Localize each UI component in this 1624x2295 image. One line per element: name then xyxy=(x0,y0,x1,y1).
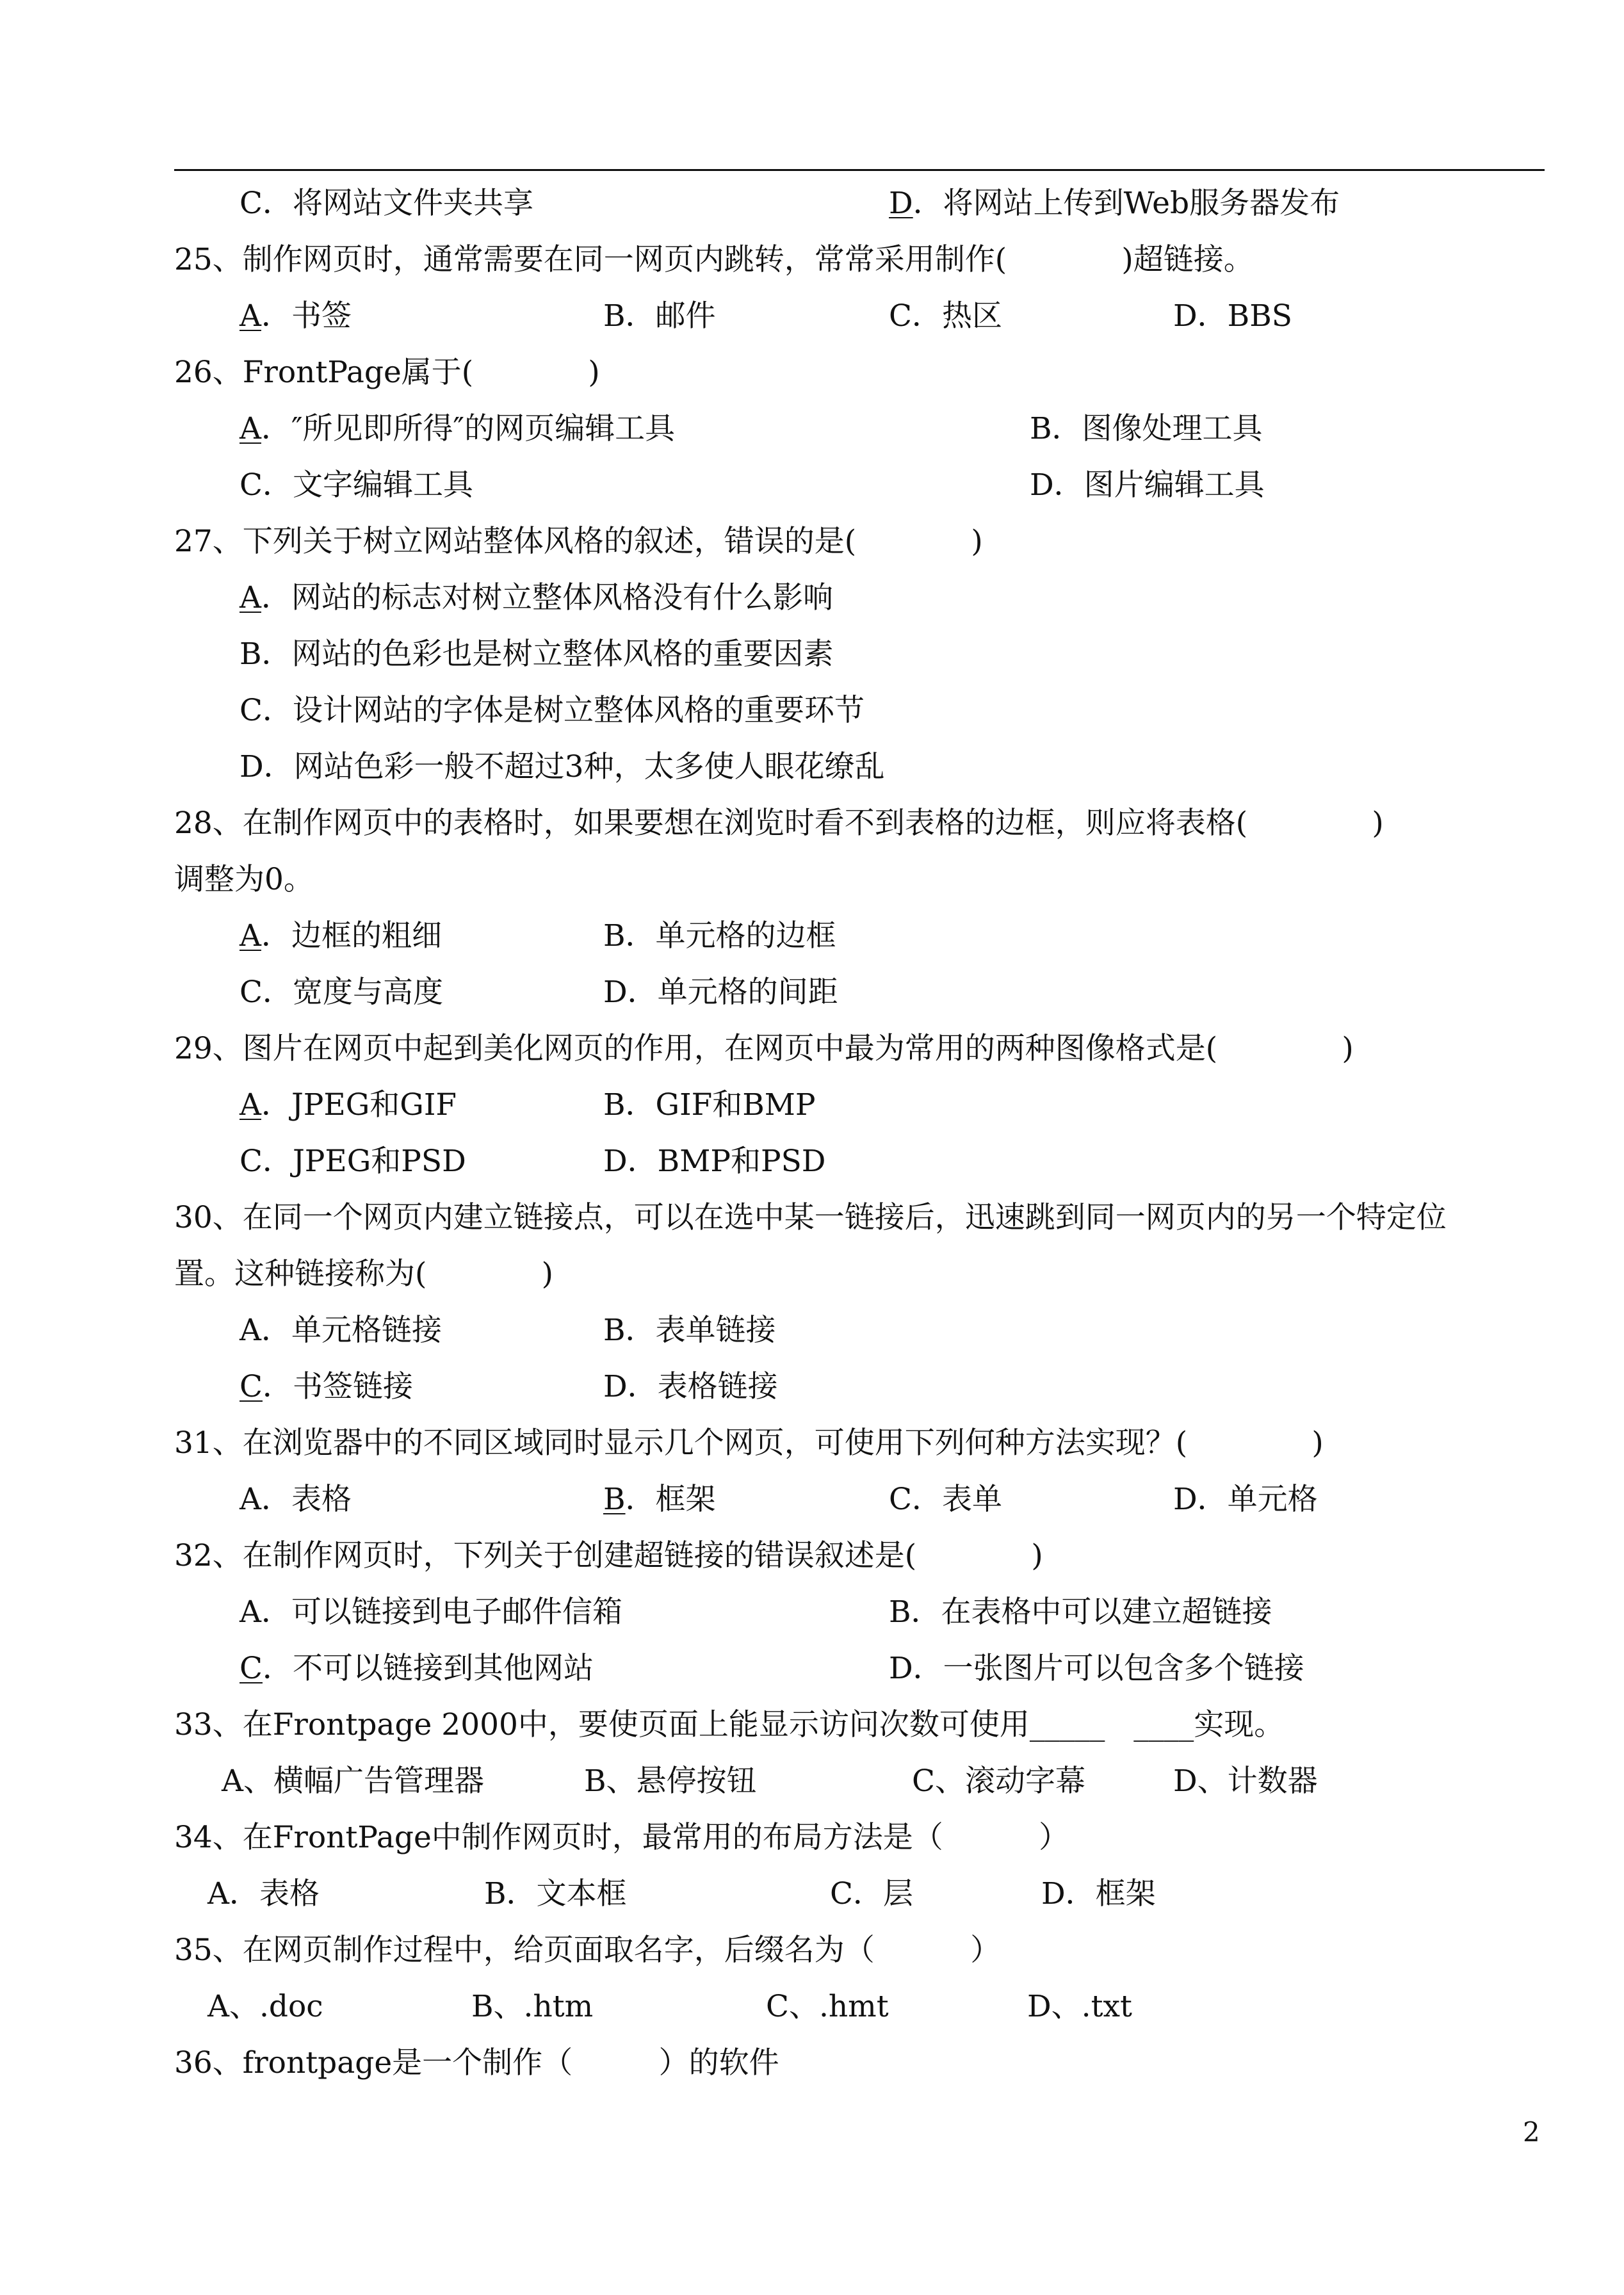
q35-option-b: B、.htm xyxy=(471,1989,594,2024)
q29-option-b: B．GIF和BMP xyxy=(603,1087,816,1123)
page-number: 2 xyxy=(1523,2116,1540,2148)
q30-option-b: B．表单链接 xyxy=(603,1313,776,1348)
q28-stem-continued: 调整为0。 xyxy=(174,862,314,897)
q31-option-d: D．单元格 xyxy=(1173,1482,1318,1517)
q30-option-c: C．书签链接 xyxy=(240,1369,413,1404)
q27-option-b: B．网站的色彩也是树立整体风格的重要因素 xyxy=(240,637,834,672)
q28-option-a: A．边框的粗细 xyxy=(240,918,442,953)
q25-stem: 25、制作网页时，通常需要在同一网页内跳转，常常采用制作( )超链接。 xyxy=(174,242,1254,277)
q33-option-b: B、悬停按钮 xyxy=(584,1764,757,1799)
q28-stem: 28、在制作网页中的表格时，如果要想在浏览时看不到表格的边框，则应将表格( ) xyxy=(174,806,1384,841)
q34-option-a: A．表格 xyxy=(207,1876,320,1911)
q29-option-d: D．BMP和PSD xyxy=(603,1144,826,1179)
q27-option-a: A．网站的标志对树立整体风格没有什么影响 xyxy=(240,580,833,615)
q26-option-d: D．图片编辑工具 xyxy=(1030,467,1265,503)
q35-stem: 35、在网页制作过程中，给页面取名字，后缀名为（ ） xyxy=(174,1933,1001,1968)
q32-option-d: D．一张图片可以包含多个链接 xyxy=(889,1651,1304,1686)
q35-option-d: D、.txt xyxy=(1027,1989,1132,2024)
q30-option-a: A．单元格链接 xyxy=(240,1313,442,1348)
q30-stem-continued: 置。这种链接称为( ) xyxy=(174,1256,553,1292)
q34-option-c: C．层 xyxy=(830,1876,913,1911)
q27-stem: 27、下列关于树立网站整体风格的叙述，错误的是( ) xyxy=(174,524,983,559)
q32-option-a: A．可以链接到电子邮件信箱 xyxy=(240,1594,622,1630)
q33-option-a: A、横幅广告管理器 xyxy=(222,1764,484,1799)
q29-stem: 29、图片在网页中起到美化网页的作用，在网页中最为常用的两种图像格式是( ) xyxy=(174,1031,1354,1066)
q27-option-d: D．网站色彩一般不超过3种，太多使人眼花缭乱 xyxy=(240,749,885,784)
q27-option-c: C．设计网站的字体是树立整体风格的重要环节 xyxy=(240,693,865,728)
q30-option-d: D．表格链接 xyxy=(603,1369,778,1404)
q26-stem: 26、FrontPage属于( ) xyxy=(174,355,600,390)
q33-option-d: D、计数器 xyxy=(1173,1764,1318,1799)
q28-option-b: B．单元格的边框 xyxy=(603,918,836,953)
q32-option-c: C．不可以链接到其他网站 xyxy=(240,1651,594,1686)
q35-option-c: C、.hmt xyxy=(766,1989,889,2024)
q34-option-d: D．框架 xyxy=(1041,1876,1156,1911)
q28-option-c: C．宽度与高度 xyxy=(240,975,443,1010)
q26-option-b: B．图像处理工具 xyxy=(1030,411,1263,446)
q32-option-b: B．在表格中可以建立超链接 xyxy=(889,1594,1272,1630)
q32-stem: 32、在制作网页时，下列关于创建超链接的错误叙述是( ) xyxy=(174,1538,1043,1573)
q25-option-c: C．热区 xyxy=(889,298,1002,334)
q24-option-d: D．将网站上传到Web服务器发布 xyxy=(889,186,1340,221)
q31-option-b: B．框架 xyxy=(603,1482,716,1517)
q36-stem: 36、frontpage是一个制作（ ）的软件 xyxy=(174,2045,779,2080)
q31-stem: 31、在浏览器中的不同区域同时显示几个网页，可使用下列何种方法实现？( ) xyxy=(174,1425,1324,1461)
q25-option-b: B．邮件 xyxy=(603,298,716,334)
q33-option-c: C、滚动字幕 xyxy=(912,1764,1085,1799)
q31-option-c: C．表单 xyxy=(889,1482,1002,1517)
q24-option-c: C．将网站文件夹共享 xyxy=(240,186,533,221)
header-rule xyxy=(174,169,1545,171)
q30-stem: 30、在同一个网页内建立链接点，可以在选中某一链接后，迅速跳到同一网页内的另一个特定位 xyxy=(174,1200,1447,1235)
q26-option-c: C．文字编辑工具 xyxy=(240,467,473,503)
q29-option-c: C．JPEG和PSD xyxy=(240,1144,466,1179)
q28-option-d: D．单元格的间距 xyxy=(603,975,838,1010)
q35-option-a: A、.doc xyxy=(207,1989,323,2024)
q25-option-a: A．书签 xyxy=(240,298,352,334)
q29-option-a: A．JPEG和GIF xyxy=(240,1087,457,1123)
q25-option-d: D．BBS xyxy=(1173,298,1292,334)
q33-stem: 33、在Frontpage 2000中，要使页面上能显示访问次数可使用_____ ____实现。 xyxy=(174,1707,1285,1742)
q26-option-a: A．″所见即所得″的网页编辑工具 xyxy=(240,411,676,446)
q34-stem: 34、在FrontPage中制作网页时，最常用的布局方法是（ ） xyxy=(174,1820,1069,1855)
q34-option-b: B．文本框 xyxy=(484,1876,627,1911)
q31-option-a: A．表格 xyxy=(240,1482,352,1517)
